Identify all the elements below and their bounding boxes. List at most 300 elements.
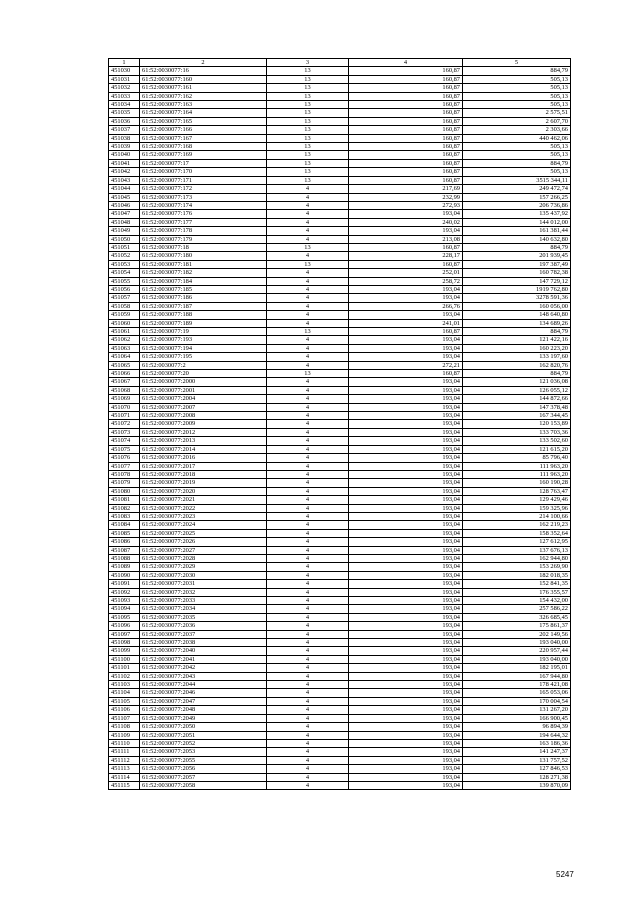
table-cell-col3: 4: [267, 277, 349, 285]
table-row: [109, 723, 571, 731]
table-cell-col3: 4: [267, 748, 349, 756]
table-cell-col2: 61:52:0030077:2037: [140, 630, 267, 638]
table-cell-col5: 157 266,25: [463, 193, 571, 201]
table-row: [109, 697, 571, 705]
table-cell-col2: 61:52:0030077:2035: [140, 613, 267, 621]
table-cell-col3: 4: [267, 201, 349, 209]
table-cell-col2: 61:52:0030077:171: [140, 176, 267, 184]
table-cell-col5: 153 269,90: [463, 563, 571, 571]
table-cell-col4: 193,04: [349, 655, 463, 663]
table-cell-col4: 193,04: [349, 420, 463, 428]
table-cell-col3: 4: [267, 344, 349, 352]
table-cell-col2: 61:52:0030077:2040: [140, 647, 267, 655]
table-cell-col4: 258,72: [349, 277, 463, 285]
table-cell-col3: 4: [267, 554, 349, 562]
table-cell-col5: 2 575,51: [463, 109, 571, 117]
table-cell-col2: 61:52:0030077:162: [140, 92, 267, 100]
table-cell-col1: 451056: [109, 285, 140, 293]
table-cell-col4: 193,04: [349, 748, 463, 756]
table-cell-col1: 451082: [109, 504, 140, 512]
table-cell-col1: 451085: [109, 529, 140, 537]
table-cell-col3: 4: [267, 428, 349, 436]
table-cell-col4: 193,04: [349, 538, 463, 546]
table-row: [109, 412, 571, 420]
table-cell-col1: 451070: [109, 403, 140, 411]
table-row: [109, 336, 571, 344]
table-cell-col3: 13: [267, 176, 349, 184]
table-cell-col5: 160 223,20: [463, 344, 571, 352]
table-cell-col5: 141 247,37: [463, 748, 571, 756]
table-cell-col5: 154 432,00: [463, 597, 571, 605]
table-cell-col1: 451102: [109, 672, 140, 680]
table-row: [109, 386, 571, 394]
table-row: [109, 84, 571, 92]
table-cell-col5: 167 944,80: [463, 672, 571, 680]
table-cell-col1: 451041: [109, 159, 140, 167]
table-cell-col4: 228,17: [349, 252, 463, 260]
table-cell-col2: 61:52:0030077:166: [140, 126, 267, 134]
table-cell-col4: 272,21: [349, 361, 463, 369]
table-cell-col3: 13: [267, 117, 349, 125]
column-header-3: 3: [267, 59, 349, 67]
table-body: [109, 67, 571, 790]
table-cell-col1: 451109: [109, 731, 140, 739]
table-cell-col5: 165 053,06: [463, 689, 571, 697]
table-cell-col2: 61:52:0030077:2: [140, 361, 267, 369]
table-cell-col4: 160,87: [349, 117, 463, 125]
table-cell-col2: 61:52:0030077:160: [140, 75, 267, 83]
table-row: [109, 462, 571, 470]
table-cell-col2: 61:52:0030077:189: [140, 319, 267, 327]
table-cell-col3: 4: [267, 386, 349, 394]
table-cell-col1: 451065: [109, 361, 140, 369]
table-cell-col3: 4: [267, 285, 349, 293]
table-cell-col3: 4: [267, 605, 349, 613]
table-cell-col5: 111 963,20: [463, 462, 571, 470]
table-cell-col2: 61:52:0030077:2034: [140, 605, 267, 613]
table-cell-col5: 2 607,70: [463, 117, 571, 125]
table-cell-col4: 193,04: [349, 403, 463, 411]
table-cell-col3: 4: [267, 336, 349, 344]
table-cell-col5: 206 736,86: [463, 201, 571, 209]
table-cell-col3: 4: [267, 521, 349, 529]
table-cell-col2: 61:52:0030077:2014: [140, 445, 267, 453]
table-cell-col4: 193,04: [349, 706, 463, 714]
table-cell-col4: 193,04: [349, 336, 463, 344]
table-cell-col1: 451066: [109, 370, 140, 378]
table-row: [109, 706, 571, 714]
table-cell-col4: 160,87: [349, 159, 463, 167]
table-cell-col5: 128 271,38: [463, 773, 571, 781]
table-cell-col5: 505,13: [463, 143, 571, 151]
table-cell-col5: 137 676,13: [463, 546, 571, 554]
table-cell-col2: 61:52:0030077:2028: [140, 554, 267, 562]
table-cell-col5: 202 149,56: [463, 630, 571, 638]
table-cell-col4: 193,04: [349, 227, 463, 235]
table-cell-col5: 505,13: [463, 84, 571, 92]
table-cell-col3: 4: [267, 227, 349, 235]
table-cell-col2: 61:52:0030077:165: [140, 117, 267, 125]
table-cell-col5: 505,13: [463, 75, 571, 83]
table-cell-col1: 451062: [109, 336, 140, 344]
table-cell-col1: 451042: [109, 168, 140, 176]
table-cell-col5: 193 040,00: [463, 639, 571, 647]
table-cell-col2: 61:52:0030077:194: [140, 344, 267, 352]
table-cell-col4: 160,87: [349, 84, 463, 92]
table-cell-col1: 451067: [109, 378, 140, 386]
table-cell-col2: 61:52:0030077:2053: [140, 748, 267, 756]
table-cell-col1: 451046: [109, 201, 140, 209]
table-cell-col1: 451033: [109, 92, 140, 100]
table-cell-col3: 4: [267, 739, 349, 747]
table-row: [109, 487, 571, 495]
table-cell-col5: 249 472,74: [463, 185, 571, 193]
table-cell-col5: 505,13: [463, 168, 571, 176]
table-row: [109, 403, 571, 411]
table-cell-col5: 163 186,36: [463, 739, 571, 747]
table-cell-col2: 61:52:0030077:164: [140, 109, 267, 117]
table-cell-col5: 128 763,47: [463, 487, 571, 495]
table-cell-col4: 193,04: [349, 739, 463, 747]
table-cell-col2: 61:52:0030077:2025: [140, 529, 267, 537]
table-cell-col1: 451111: [109, 748, 140, 756]
table-cell-col2: 61:52:0030077:2043: [140, 672, 267, 680]
table-cell-col4: 193,04: [349, 546, 463, 554]
table-cell-col2: 61:52:0030077:186: [140, 294, 267, 302]
table-row: [109, 126, 571, 134]
table-cell-col2: 61:52:0030077:2044: [140, 681, 267, 689]
table-cell-col2: 61:52:0030077:181: [140, 260, 267, 268]
table-cell-col3: 4: [267, 403, 349, 411]
table-row: [109, 597, 571, 605]
table-cell-col2: 61:52:0030077:176: [140, 210, 267, 218]
table-cell-col3: 4: [267, 723, 349, 731]
table-row: [109, 252, 571, 260]
table-cell-col2: 61:52:0030077:177: [140, 218, 267, 226]
table-cell-col5: 505,13: [463, 151, 571, 159]
table-cell-col5: 884,79: [463, 243, 571, 251]
table-cell-col1: 451043: [109, 176, 140, 184]
table-cell-col4: 193,04: [349, 395, 463, 403]
table-cell-col2: 61:52:0030077:178: [140, 227, 267, 235]
table-cell-col5: 884,79: [463, 67, 571, 75]
table-cell-col4: 193,04: [349, 605, 463, 613]
table-cell-col3: 4: [267, 504, 349, 512]
table-cell-col4: 193,04: [349, 672, 463, 680]
table-cell-col3: 13: [267, 75, 349, 83]
table-cell-col1: 451107: [109, 714, 140, 722]
table-cell-col3: 4: [267, 462, 349, 470]
table-cell-col5: 505,13: [463, 101, 571, 109]
table-cell-col1: 451034: [109, 101, 140, 109]
table-row: [109, 689, 571, 697]
table-cell-col2: 61:52:0030077:2004: [140, 395, 267, 403]
table-cell-col2: 61:52:0030077:2051: [140, 731, 267, 739]
table-row: [109, 681, 571, 689]
table-cell-col3: 4: [267, 512, 349, 520]
table-row: [109, 235, 571, 243]
table-row: [109, 664, 571, 672]
table-cell-col2: 61:52:0030077:188: [140, 311, 267, 319]
table-cell-col3: 13: [267, 243, 349, 251]
table-cell-col4: 266,76: [349, 302, 463, 310]
table-cell-col1: 451045: [109, 193, 140, 201]
table-cell-col4: 160,87: [349, 328, 463, 336]
table-cell-col3: 4: [267, 563, 349, 571]
table-cell-col2: 61:52:0030077:2057: [140, 773, 267, 781]
table-cell-col5: 144 872,66: [463, 395, 571, 403]
table-cell-col3: 13: [267, 151, 349, 159]
table-cell-col4: 160,87: [349, 101, 463, 109]
table-cell-col5: 131 267,20: [463, 706, 571, 714]
table-cell-col4: 272,93: [349, 201, 463, 209]
table-cell-col4: 193,04: [349, 504, 463, 512]
table-cell-col1: 451097: [109, 630, 140, 638]
table-cell-col1: 451030: [109, 67, 140, 75]
table-cell-col3: 4: [267, 664, 349, 672]
table-cell-col2: 61:52:0030077:179: [140, 235, 267, 243]
table-cell-col3: 4: [267, 655, 349, 663]
table-cell-col1: 451090: [109, 571, 140, 579]
table-cell-col2: 61:52:0030077:2001: [140, 386, 267, 394]
table-cell-col4: 193,04: [349, 529, 463, 537]
table-cell-col2: 61:52:0030077:168: [140, 143, 267, 151]
table-cell-col5: 152 841,35: [463, 580, 571, 588]
table-cell-col2: 61:52:0030077:187: [140, 302, 267, 310]
table-cell-col2: 61:52:0030077:2024: [140, 521, 267, 529]
table-cell-col2: 61:52:0030077:2009: [140, 420, 267, 428]
table-cell-col4: 160,87: [349, 260, 463, 268]
table-cell-col1: 451110: [109, 739, 140, 747]
table-cell-col3: 4: [267, 647, 349, 655]
table-cell-col4: 193,04: [349, 597, 463, 605]
column-header-4: 4: [349, 59, 463, 67]
table-row: [109, 748, 571, 756]
table-cell-col5: 194 644,32: [463, 731, 571, 739]
table-row: [109, 563, 571, 571]
table-cell-col5: 178 421,08: [463, 681, 571, 689]
table-row: [109, 765, 571, 773]
table-row: [109, 739, 571, 747]
table-cell-col4: 217,69: [349, 185, 463, 193]
table-cell-col4: 193,04: [349, 731, 463, 739]
table-cell-col3: 4: [267, 319, 349, 327]
table-cell-col5: 175 861,37: [463, 622, 571, 630]
table-cell-col3: 13: [267, 109, 349, 117]
table-row: [109, 571, 571, 579]
table-cell-col5: 884,79: [463, 328, 571, 336]
table-cell-col5: 147 378,48: [463, 403, 571, 411]
table-cell-col3: 13: [267, 84, 349, 92]
table-cell-col1: 451063: [109, 344, 140, 352]
table-cell-col2: 61:52:0030077:2023: [140, 512, 267, 520]
table-cell-col4: 193,04: [349, 285, 463, 293]
table-row: [109, 269, 571, 277]
table-cell-col5: 884,79: [463, 370, 571, 378]
table-cell-col1: 451088: [109, 554, 140, 562]
table-row: [109, 210, 571, 218]
table-cell-col2: 61:52:0030077:2046: [140, 689, 267, 697]
table-cell-col5: 135 437,92: [463, 210, 571, 218]
table-cell-col5: 160 056,00: [463, 302, 571, 310]
table-cell-col5: 111 963,20: [463, 470, 571, 478]
table-row: [109, 370, 571, 378]
table-cell-col5: 193 040,00: [463, 655, 571, 663]
table-row: [109, 445, 571, 453]
table-cell-col5: 133 197,60: [463, 353, 571, 361]
table-cell-col5: 120 153,89: [463, 420, 571, 428]
table-cell-col5: 134 689,26: [463, 319, 571, 327]
table-cell-col2: 61:52:0030077:2013: [140, 437, 267, 445]
table-cell-col4: 160,87: [349, 243, 463, 251]
table-cell-col3: 4: [267, 294, 349, 302]
table-row: [109, 344, 571, 352]
table-cell-col5: 197 387,49: [463, 260, 571, 268]
table-cell-col1: 451074: [109, 437, 140, 445]
table-cell-col5: 3515 344,11: [463, 176, 571, 184]
table-cell-col3: 4: [267, 773, 349, 781]
table-cell-col1: 451089: [109, 563, 140, 571]
table-cell-col1: 451060: [109, 319, 140, 327]
table-cell-col5: 129 429,46: [463, 496, 571, 504]
table-cell-col5: 140 632,80: [463, 235, 571, 243]
table-cell-col3: 4: [267, 529, 349, 537]
table-cell-col3: 4: [267, 571, 349, 579]
table-cell-col1: 451095: [109, 613, 140, 621]
table-cell-col2: 61:52:0030077:2027: [140, 546, 267, 554]
table-cell-col4: 160,87: [349, 92, 463, 100]
table-cell-col3: 13: [267, 260, 349, 268]
table-cell-col5: 161 381,44: [463, 227, 571, 235]
table-cell-col3: 13: [267, 67, 349, 75]
table-cell-col2: 61:52:0030077:2026: [140, 538, 267, 546]
table-row: [109, 630, 571, 638]
table-cell-col1: 451061: [109, 328, 140, 336]
table-cell-col1: 451081: [109, 496, 140, 504]
table-cell-col1: 451078: [109, 470, 140, 478]
table-cell-col4: 193,04: [349, 563, 463, 571]
column-header-5: 5: [463, 59, 571, 67]
table-cell-col3: 13: [267, 126, 349, 134]
table-cell-col1: 451049: [109, 227, 140, 235]
table-cell-col3: 4: [267, 470, 349, 478]
table-cell-col1: 451076: [109, 454, 140, 462]
table-cell-col1: 451092: [109, 588, 140, 596]
table-cell-col2: 61:52:0030077:2029: [140, 563, 267, 571]
table-row: [109, 168, 571, 176]
table-cell-col3: 13: [267, 134, 349, 142]
table-cell-col5: 148 640,80: [463, 311, 571, 319]
table-cell-col1: 451032: [109, 84, 140, 92]
table-cell-col2: 61:52:0030077:2048: [140, 706, 267, 714]
table-cell-col2: 61:52:0030077:19: [140, 328, 267, 336]
table-cell-col2: 61:52:0030077:2016: [140, 454, 267, 462]
table-cell-col5: 176 355,57: [463, 588, 571, 596]
table-cell-col4: 193,04: [349, 773, 463, 781]
table-cell-col2: 61:52:0030077:2052: [140, 739, 267, 747]
table-cell-col3: 4: [267, 454, 349, 462]
table-cell-col1: 451100: [109, 655, 140, 663]
table-cell-col3: 4: [267, 218, 349, 226]
table-cell-col3: 4: [267, 252, 349, 260]
table-cell-col5: 2 303,66: [463, 126, 571, 134]
table-cell-col3: 4: [267, 613, 349, 621]
table-cell-col4: 193,04: [349, 630, 463, 638]
table-row: [109, 227, 571, 235]
table-cell-col3: 13: [267, 168, 349, 176]
table-cell-col5: 505,13: [463, 92, 571, 100]
table-cell-col2: 61:52:0030077:163: [140, 101, 267, 109]
table-cell-col3: 4: [267, 681, 349, 689]
table-cell-col1: 451077: [109, 462, 140, 470]
table-row: [109, 588, 571, 596]
table-cell-col2: 61:52:0030077:184: [140, 277, 267, 285]
table-cell-col5: 139 870,09: [463, 781, 571, 789]
table-row: [109, 361, 571, 369]
table-cell-col4: 213,08: [349, 235, 463, 243]
table-row: [109, 75, 571, 83]
table-row: [109, 496, 571, 504]
table-cell-col1: 451084: [109, 521, 140, 529]
table-cell-col3: 4: [267, 765, 349, 773]
table-cell-col4: 160,87: [349, 126, 463, 134]
table-cell-col5: 158 352,64: [463, 529, 571, 537]
table-cell-col1: 451038: [109, 134, 140, 142]
table-row: [109, 647, 571, 655]
table-cell-col3: 4: [267, 487, 349, 495]
table-cell-col1: 451091: [109, 580, 140, 588]
table-cell-col1: 451094: [109, 605, 140, 613]
table-cell-col4: 160,87: [349, 168, 463, 176]
table-row: [109, 428, 571, 436]
table-cell-col4: 193,04: [349, 210, 463, 218]
table-cell-col2: 61:52:0030077:2056: [140, 765, 267, 773]
table-cell-col3: 4: [267, 311, 349, 319]
table-cell-col3: 4: [267, 639, 349, 647]
table-cell-col2: 61:52:0030077:2008: [140, 412, 267, 420]
table-cell-col3: 13: [267, 159, 349, 167]
table-cell-col4: 193,04: [349, 512, 463, 520]
table-row: [109, 260, 571, 268]
table-cell-col3: 13: [267, 101, 349, 109]
table-cell-col4: 193,04: [349, 470, 463, 478]
table-cell-col4: 193,04: [349, 311, 463, 319]
table-cell-col1: 451113: [109, 765, 140, 773]
table-cell-col1: 451054: [109, 269, 140, 277]
table-row: [109, 580, 571, 588]
table-cell-col1: 451050: [109, 235, 140, 243]
table-cell-col4: 160,87: [349, 134, 463, 142]
table-cell-col5: 1919 762,80: [463, 285, 571, 293]
table-cell-col5: 214 100,66: [463, 512, 571, 520]
table-cell-col1: 451106: [109, 706, 140, 714]
table-cell-col5: 131 757,52: [463, 756, 571, 764]
table-cell-col1: 451057: [109, 294, 140, 302]
table-cell-col3: 4: [267, 210, 349, 218]
table-row: [109, 67, 571, 75]
table-cell-col1: 451053: [109, 260, 140, 268]
table-cell-col1: 451114: [109, 773, 140, 781]
table-row: [109, 92, 571, 100]
table-row: [109, 756, 571, 764]
table-cell-col1: 451069: [109, 395, 140, 403]
table-cell-col4: 193,04: [349, 580, 463, 588]
table-cell-col4: 193,04: [349, 294, 463, 302]
table-cell-col3: 4: [267, 697, 349, 705]
table-cell-col4: 193,04: [349, 714, 463, 722]
table-cell-col1: 451104: [109, 689, 140, 697]
table-cell-col5: 127 612,95: [463, 538, 571, 546]
